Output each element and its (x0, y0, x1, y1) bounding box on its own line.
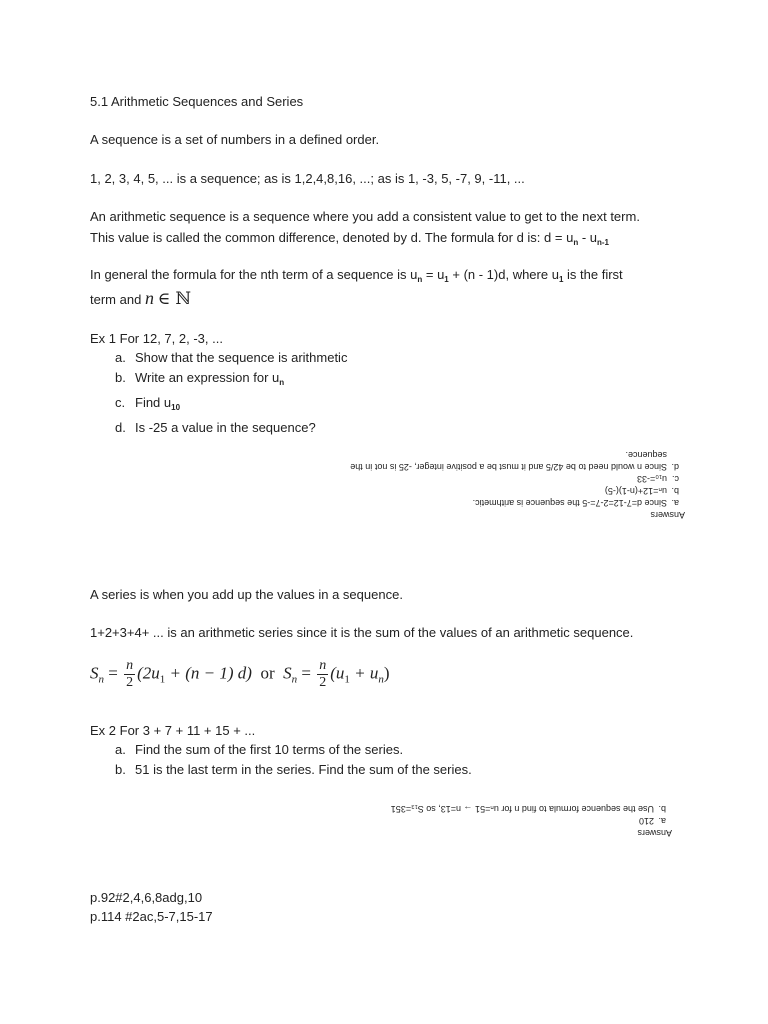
answer-label: d. (671, 462, 679, 472)
list-item (115, 740, 472, 760)
formula-sub-n2: n (291, 673, 298, 686)
answer-text: Use the sequence formula to find n for uₙ=51 → n=13, so S₁₃=351 (390, 804, 654, 814)
answer-text: Since d=7-12=2-7=-5 the sequence is arithmetic. (472, 498, 667, 508)
answer-item (283, 461, 685, 473)
formula-S2: S (283, 663, 292, 683)
ex1-list (115, 348, 347, 438)
intro-text: A sequence is a set of numbers in a defined order. (90, 132, 380, 147)
formula-equals2: = (301, 663, 311, 683)
subscript: n-1 (597, 238, 609, 247)
answers-title: Answers (637, 828, 672, 838)
item-text: Write an expression for u (135, 370, 280, 385)
answer-label: a. (671, 498, 679, 508)
natural-numbers-symbol: ∈ ℕ (157, 289, 192, 309)
answer-text: uₙ=12+(n-1)(-5) (604, 486, 667, 496)
answers-list (342, 803, 672, 827)
answer-item (283, 485, 685, 497)
answer-item (342, 803, 672, 815)
formula-or: or (260, 663, 275, 683)
arith-def-minus: - u (578, 230, 597, 245)
answer-label: b. (671, 486, 679, 496)
fraction-numerator: n (126, 658, 134, 673)
formula-sub: 1 (344, 673, 350, 686)
math-n: n (144, 288, 154, 308)
answers-title: Answers (650, 510, 685, 520)
answer-label: a. (658, 816, 666, 826)
homework-line-2: p.114 #2ac,5-7,15-17 (90, 909, 213, 924)
ex2-heading: Ex 2 For 3 + 7 + 11 + 15 + ... (90, 723, 256, 738)
general-text-term: term and (90, 292, 142, 307)
item-text: Is -25 a value in the sequence? (135, 420, 316, 435)
general-formula-line1 (90, 266, 623, 289)
answer-text: sequence. (625, 450, 667, 460)
answer-label: c. (671, 474, 679, 484)
answer-item (283, 497, 685, 509)
fraction2 (317, 658, 328, 691)
answer-text: Since n would need to be 42/5 and it must be a positive integer, -25 is not in the (350, 462, 667, 472)
item-label: c. (115, 395, 126, 410)
item-text: Show that the sequence is arithmetic (135, 350, 348, 365)
answer-item (283, 449, 685, 461)
item-label: b. (115, 762, 126, 777)
fraction-denominator: 2 (319, 675, 327, 690)
answers-list (283, 449, 685, 509)
item-label: a. (115, 742, 126, 757)
list-item (115, 418, 347, 438)
formula-body1-a: (2u (137, 663, 160, 683)
item-label: b. (115, 370, 126, 385)
ex1-heading: Ex 1 For 12, 7, 2, -3, ... (90, 331, 223, 346)
subscript: n (417, 275, 423, 284)
general-text-a: In general the formula for the nth term of a sequence is u (90, 267, 418, 282)
answer-text: u₁₀=-33 (636, 474, 667, 484)
sequence-examples: 1, 2, 3, 4, 5, ... is a sequence; as is 1,2,4,8,16, ...; as is 1, -3, 5, -7, 9, -11, ... (90, 171, 525, 186)
formula-body2-a: (u (330, 663, 345, 683)
arith-def-text: This value is called the common difference, denoted by d. The formula for d is: d = u (90, 230, 574, 245)
fraction-numerator: n (319, 658, 327, 673)
subscript: 1 (558, 275, 564, 284)
formula-sub: 1 (159, 673, 166, 686)
formula-body1-b: + (n − 1) d) (165, 663, 252, 683)
arith-def-line1: An arithmetic sequence is a sequence where you add a consistent value to get to the next term. (90, 209, 640, 224)
subscript: n (279, 378, 285, 387)
formula-equals: = (108, 663, 118, 683)
formula-S: S (90, 663, 99, 683)
series-sum-formula (90, 658, 390, 702)
series-example: 1+2+3+4+ ... is an arithmetic series since it is the sum of the values of an arithmetic sequence. (90, 625, 634, 640)
answer-item (342, 815, 672, 827)
ex2-answers-upside-down (342, 803, 672, 839)
ex1-answers-upside-down (283, 449, 685, 521)
ex2-list (115, 740, 472, 780)
formula-sub-n: n (98, 673, 104, 686)
subscript: n (573, 238, 579, 247)
list-item (115, 348, 347, 368)
item-text: 51 is the last term in the series. Find the sum of the series. (135, 762, 472, 777)
formula-sub: n (378, 673, 384, 686)
item-text: Find the sum of the first 10 terms of the series. (135, 742, 404, 757)
page-title: 5.1 Arithmetic Sequences and Series (90, 94, 304, 109)
homework-line-1: p.92#2,4,6,8adg,10 (90, 890, 203, 905)
fraction-denominator: 2 (126, 675, 134, 690)
series-definition: A series is when you add up the values in a sequence. (90, 587, 403, 602)
general-formula-line2 (90, 289, 191, 309)
general-text-d: is the first (563, 267, 623, 282)
item-label: a. (115, 350, 126, 365)
item-text: Find u (135, 395, 172, 410)
formula-body2-b: + u (349, 663, 379, 683)
answer-item (283, 473, 685, 485)
answer-label: b. (658, 804, 666, 814)
list-item (115, 760, 472, 780)
general-text-c: + (n - 1)d, where u (448, 267, 559, 282)
answer-text: 210 (638, 816, 654, 826)
arith-def-line2 (90, 229, 609, 252)
fraction (124, 658, 135, 691)
formula-body2-c: ) (383, 663, 390, 683)
subscript: 10 (171, 403, 181, 412)
list-item (115, 393, 347, 418)
general-text-b: = u (422, 267, 445, 282)
item-label: d. (115, 420, 126, 435)
list-item (115, 368, 347, 393)
subscript: 1 (444, 275, 449, 284)
